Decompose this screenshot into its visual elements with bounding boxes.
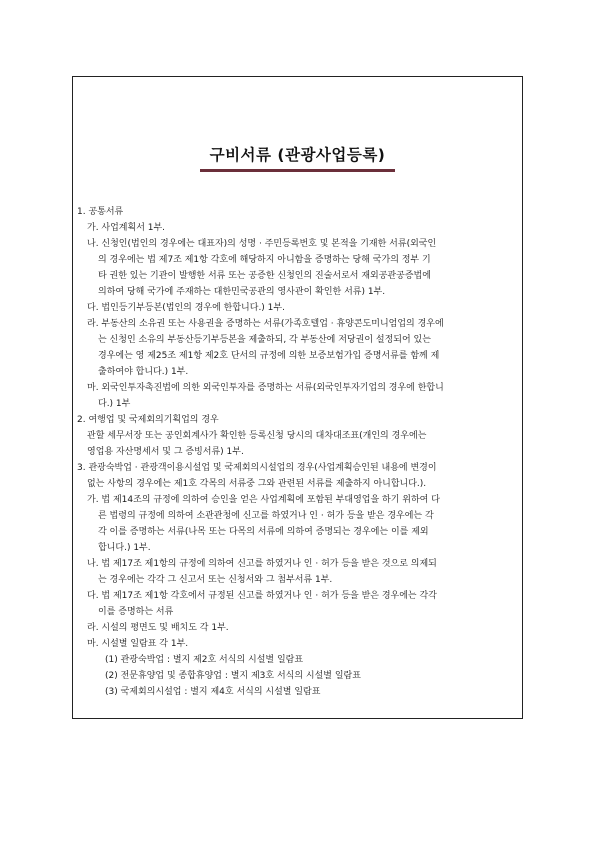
document-line: 는 경우에는 각각 그 신고서 또는 신청서와 그 첨부서류 1부. bbox=[98, 575, 333, 585]
document-line: 다. 법 제17조 제1항 각호에서 규정된 신고를 하였거나 인 · 허가 등을 받은 경우에는 각각 bbox=[87, 591, 437, 601]
document-title-wrap bbox=[73, 143, 522, 172]
document-line: 관할 세무서장 또는 공인회계사가 확인한 등록신청 당시의 대차대조표(개인의 경우에는 bbox=[87, 431, 427, 441]
document-line: 다.) 1부 bbox=[98, 399, 131, 409]
document-line: 영업용 자산명세서 및 그 증빙서류) 1부. bbox=[87, 447, 244, 457]
document-line: 마. 시설별 일람표 각 1부. bbox=[87, 639, 189, 649]
document-line: 타 권한 있는 기관이 발행한 서류 또는 공증한 신청인의 진술서로서 재외공관공증법에 bbox=[98, 271, 431, 281]
document-line: 출하여야 합니다.) 1부. bbox=[98, 367, 189, 377]
document-line: 마. 외국인투자촉진법에 의한 외국인투자를 증명하는 서류(외국인투자기업의 경우에 한합니 bbox=[87, 383, 444, 393]
document-line: 른 법령의 규정에 의하여 소관관청에 신고를 하였거나 인 · 허가 등을 받은 경우에는 각 bbox=[98, 511, 434, 521]
document-line: 나. 법 제17조 제1항의 규정에 의하여 신고를 하였거나 인 · 허가 등을 받은 것으로 의제되 bbox=[87, 559, 437, 569]
document-line: 가. 사업계획서 1부. bbox=[87, 223, 166, 233]
document-line: 나. 신청인(법인의 경우에는 대표자)의 성명 · 주민등록번호 및 본적을 기재한 서류(외국인 bbox=[87, 239, 437, 249]
document-title: 구비서류 (관광사업등록) bbox=[200, 143, 396, 172]
document-line: 가. 법 제14조의 규정에 의하여 승인을 얻은 사업계획에 포함된 부대영업을 하기 위하여 다 bbox=[87, 495, 440, 505]
document-line: 다. 법인등기부등본(법인의 경우에 한합니다.) 1부. bbox=[87, 303, 285, 313]
document-line: 이를 증명하는 서류 bbox=[98, 607, 174, 617]
document-body bbox=[77, 204, 517, 700]
document-line: (2) 전문휴양업 및 종합휴양업 : 별지 제3호 서식의 시설별 일람표 bbox=[105, 671, 361, 681]
document-frame bbox=[72, 76, 523, 719]
document-line: 경우에는 영 제25조 제1항 제2호 단서의 규정에 의한 보증보험가입 증명서류를 함께 제 bbox=[98, 351, 440, 361]
document-line: (3) 국제회의시설업 : 별지 제4호 서식의 시설별 일람표 bbox=[105, 687, 321, 697]
document-line: 합니다.) 1부. bbox=[98, 543, 151, 553]
document-line: 각 이를 증명하는 서류(나목 또는 다목의 서류에 의하여 증명되는 경우에는 이를 제외 bbox=[98, 527, 429, 537]
document-line: 1. 공통서류 bbox=[77, 207, 124, 217]
document-line: 는 신청인 소유의 부동산등기부등본을 제출하되, 각 부동산에 저당권이 설정되어 있는 bbox=[98, 335, 431, 345]
document-line: 의하여 당해 국가에 주재하는 대한민국공관의 영사관이 확인한 서류) 1부. bbox=[98, 287, 386, 297]
document-line: 라. 부동산의 소유권 또는 사용권을 증명하는 서류(가족호텔업 · 휴양콘도미니엄업의 경우에 bbox=[87, 319, 444, 329]
document-line: (1) 관광숙박업 : 별지 제2호 서식의 시설별 일람표 bbox=[105, 655, 304, 665]
document-line: 의 경우에는 법 제7조 제1항 각호에 해당하지 아니함을 증명하는 당해 국가의 정부 기 bbox=[98, 255, 431, 265]
document-line: 3. 관광숙박업 · 관광객이용시설업 및 국제회의시설업의 경우(사업계획승인된 내용에 변경이 bbox=[77, 463, 437, 473]
document-line: 없는 사항의 경우에는 제1호 각목의 서류중 그와 관련된 서류를 제출하지 아니합니다.). bbox=[87, 479, 427, 489]
document-line: 2. 여행업 및 국제회의기획업의 경우 bbox=[77, 415, 219, 425]
document-line: 라. 시설의 평면도 및 배치도 각 1부. bbox=[87, 623, 229, 633]
